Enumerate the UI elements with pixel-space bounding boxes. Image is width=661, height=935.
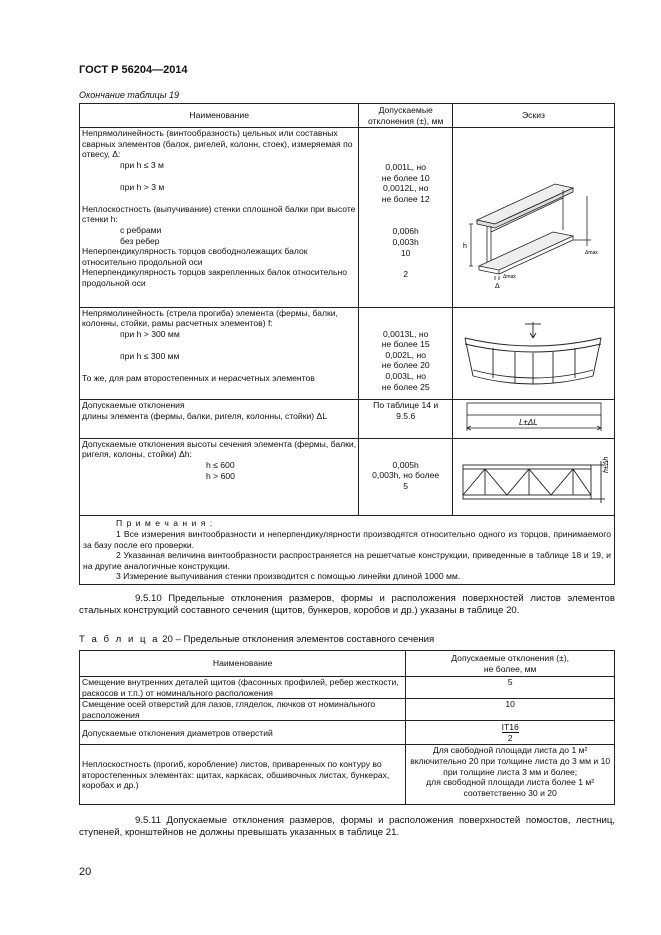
t20-row-hole-diameters: Допускаемые отклонения диаметров отверстий: [80, 721, 406, 745]
note-1: 1 Все измерения винтообразности и неперпендикулярности производятся относительно одного из торцов, принимаемого за базу после его проверки.: [83, 528, 611, 550]
paragraph-9-5-10-text: 9.5.10 Предельные отклонения размеров, формы и расположения поверхностей листов элементов стальных конструкций составного сечения (щитов, бункеров, коробов и др.) указаны в таблице 20.: [79, 593, 615, 617]
row-length-deviation: [80, 400, 359, 439]
sketch-delta-max-bottom: Δmax: [502, 274, 516, 280]
value-h-gt-300-1: 0,0013L, но: [383, 328, 429, 339]
value-h-gt-600-1: 0,003h, но более: [372, 470, 440, 481]
row-fixed-beams-perp: Неперпендикулярность торцов закрепленных балок относительно продольной оси: [82, 267, 348, 288]
fraction-numerator: IT16: [501, 721, 519, 732]
table-20-caption-label: Т а б л и ц а: [79, 634, 160, 645]
row-length-text: длины элемента (фермы, балки, ригеля, колонны, стойки) ΔL: [82, 410, 328, 421]
value-length-2: 9.5.6: [396, 410, 416, 421]
table-19: [79, 103, 615, 585]
fraction-denominator: 2: [507, 733, 513, 744]
notes-title: П р и м е ч а н и я :: [116, 518, 214, 529]
row-group-1-values: [359, 128, 453, 308]
row-height-title: Допускаемые отклонения высоты сечения элемента (фермы, балки, ригеля, колоны, стойки) Δh:: [82, 438, 357, 460]
t20-value-flatness-2: для свободной площади листа более 1 м² соответственно 30 и 20: [426, 777, 595, 798]
value-length-1: По таблице 14 и: [373, 400, 439, 411]
value-h-gt-300-2: не более 15: [381, 339, 430, 350]
row-with-ribs: с ребрами: [120, 224, 162, 235]
value-h-gt-600-2: 5: [403, 480, 409, 491]
sketch-delta-label: Δ: [494, 283, 500, 290]
value-height-cell: [359, 438, 453, 516]
length-sketch: [455, 400, 612, 435]
table-20: [79, 650, 615, 805]
value-secondary-2: не более 25: [381, 381, 430, 392]
t20-col-dev-line1: Допускаемые отклонения (±),: [451, 652, 570, 663]
value-h-le-3-2: не более 10: [381, 172, 430, 183]
i-beam-sketch: [455, 128, 612, 304]
paragraph-9-5-11-text: 9.5.11 Допускаемые отклонения размеров, формы и расположения поверхностей помостов, лестниц, ступеней, кронштейнов не должны превышать указанных в таблице 21.: [79, 815, 615, 839]
value-with-ribs: 0,006h: [392, 226, 419, 237]
value-without-ribs: 0,003h: [392, 236, 419, 247]
row-length-title: Допускаемые отклонения: [82, 400, 185, 411]
t20-value-internal-parts: 5: [406, 677, 615, 699]
t20-col-dev-line2: не более, мм: [483, 663, 537, 674]
sketch-curved-truss-cell: [452, 307, 614, 400]
row-h-gt-300: при h > 300 мм: [120, 328, 180, 339]
row-group-2-names: [80, 307, 359, 400]
table-continuation-label: Окончание таблицы 19: [79, 90, 179, 100]
row-h-le-600: h ≤ 600: [206, 459, 235, 470]
col-header-sketch: Эскиз: [452, 104, 614, 128]
t20-value-hole-axes: 10: [406, 699, 615, 721]
sketch-height-label: h±Δh: [602, 456, 610, 473]
t20-row-hole-axes: Смещение осей отверстий для лазов, гляделок, лючков от номинального расположения: [80, 699, 406, 721]
t20-value-hole-diameters: [406, 721, 615, 745]
note-3: 3 Измерение выпучивания стенки производится с помощью линейки длиной 1000 мм.: [116, 571, 461, 582]
sketch-i-beam-cell: [452, 128, 614, 308]
curved-beam-sketch: [455, 308, 612, 397]
row-h-gt-3: при h > 3 м: [120, 181, 165, 192]
value-secondary-1: 0,003L, но: [385, 370, 426, 381]
row-deflection-title: Непрямолинейность (стрела прогиба) элемента (фермы, балки, колонны, стойки, рамы расчетных элементов) f:: [82, 307, 338, 329]
value-h-le-300-1: 0,002L, но: [385, 349, 426, 360]
row-web-flatness-title: Неплоскостность (выпучивание) стенки сплошной балки при высоте стенки h:: [82, 203, 356, 225]
sketch-delta-max-side: Δmax: [584, 250, 598, 256]
row-free-beams-perp: Неперпендикулярность торцов свободнолежащих балок относительно продольной оси: [82, 246, 308, 267]
table-20-caption-text: 20 – Предельные отклонения элементов составного сечения: [162, 634, 435, 645]
sketch-h-label: h: [462, 243, 467, 250]
page-number: 20: [79, 866, 92, 878]
t20-row-flatness: Неплоскостность (прогиб, коробление) листов, приваренных по контуру во второстепенных элементах: щитах, каркасах, обшивочных листах, бункерах, коробах и др.): [80, 745, 406, 805]
row-secondary-frames: То же, для рам второстепенных и нерасчетных элементов: [82, 372, 315, 383]
sketch-length-cell: [452, 400, 614, 439]
value-h-le-3-1: 0,001L, но: [385, 162, 426, 172]
value-free-beams-perp: 10: [400, 247, 411, 258]
t20-value-flatness-1: Для свободной площади листа до 1 м² включительно 20 при толщине листа до 3 мм и 10 при толщине листа 3 мм и более;: [410, 745, 611, 777]
row-height-deviation: [80, 438, 359, 516]
sketch-truss-cell: [452, 438, 614, 516]
document-header: ГОСТ Р 56204—2014: [79, 64, 188, 76]
table-20-caption: [79, 634, 434, 645]
paragraph-9-5-11: [79, 815, 615, 840]
paragraph-9-5-10: [79, 593, 615, 618]
t20-value-flatness: [406, 745, 615, 805]
row-h-le-300: при h ≤ 300 мм: [120, 350, 180, 361]
t20-col-header-name: Наименование: [80, 651, 406, 677]
value-h-le-600: 0,005h: [392, 459, 419, 470]
row-without-ribs: без ребер: [120, 235, 160, 246]
table-19-notes: [80, 516, 615, 585]
value-h-gt-3-1: 0,0012L, но: [383, 183, 429, 194]
note-2: 2 Указанная величина винтообразности распространяется на решетчатые конструкции, приведенные в таблице 18 и 19, и на другие аналогичные конструкции.: [83, 550, 611, 571]
value-fixed-beams-perp: 2: [403, 269, 409, 280]
row-h-le-3: при h ≤ 3 м: [120, 159, 164, 170]
sketch-length-label: L±ΔL: [518, 418, 538, 428]
t20-col-header-deviation: [406, 651, 615, 677]
row-h-gt-600: h > 600: [206, 470, 235, 481]
row-straightness-title: Непрямолинейность (винтообразность) цельных или составных сварных элементов (балок, ригелей, колонн, стоек), измеряемая по отвесу, Δ:: [82, 128, 353, 160]
col-header-name: Наименование: [80, 104, 359, 128]
value-length-cell: [359, 400, 453, 439]
truss-sketch: [455, 439, 612, 513]
row-group-1-names: [80, 128, 359, 308]
t20-row-internal-parts: Смещение внутренних деталей щитов (фасонных профилей, ребер жесткости, раскосов и т.п.) от номинального расположения: [80, 677, 406, 699]
value-h-le-300-2: не более 20: [381, 360, 430, 371]
row-group-2-values: [359, 307, 453, 400]
value-h-gt-3-2: не более 12: [381, 193, 430, 204]
col-header-deviation: Допускаемые отклонения (±), мм: [359, 104, 453, 128]
